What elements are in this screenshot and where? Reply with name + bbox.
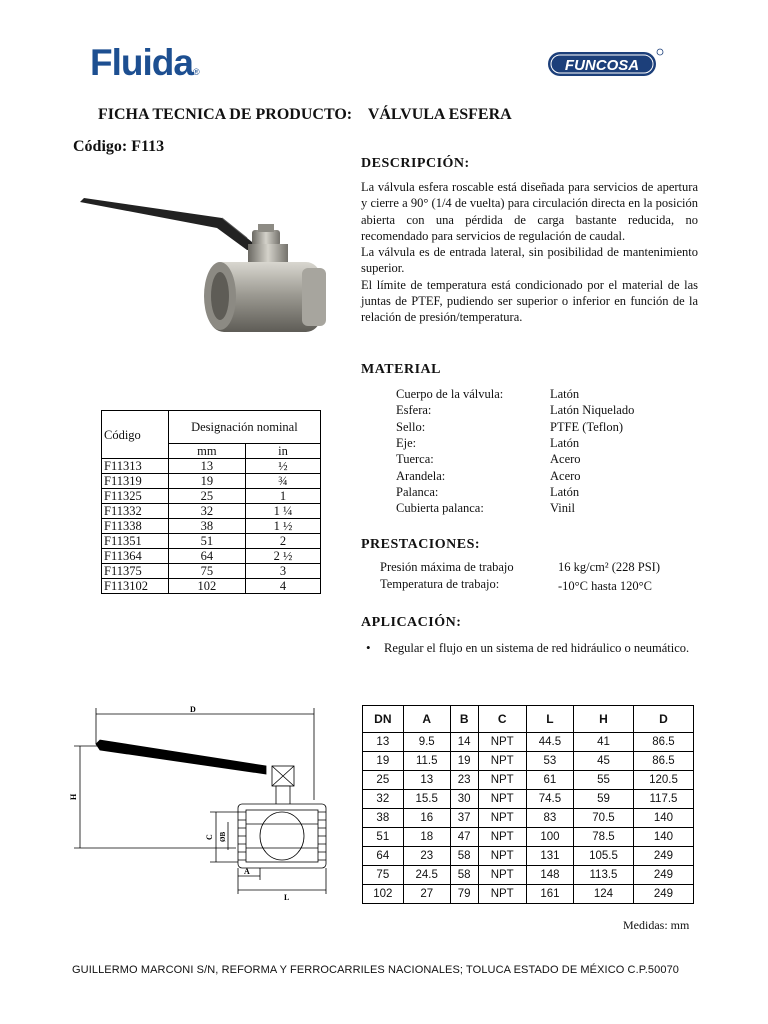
dimensions-cell: 161 xyxy=(526,885,573,904)
dimensions-table-row xyxy=(363,866,694,885)
dimensions-cell: 15.5 xyxy=(403,790,450,809)
dimensions-table-row xyxy=(363,828,694,847)
performance-label: Temperatura de trabajo: xyxy=(380,577,500,591)
dimensions-header-cell: DN xyxy=(363,706,404,733)
codes-cell-in: 1 ½ xyxy=(245,519,320,534)
codes-cell-code: F11313 xyxy=(102,459,169,474)
dimensions-cell: NPT xyxy=(478,733,526,752)
dimensions-cell: 58 xyxy=(450,847,478,866)
codes-table-row xyxy=(102,564,321,579)
codes-table-row xyxy=(102,519,321,534)
dim-label-a: A xyxy=(244,867,250,876)
material-label: Arandela: xyxy=(396,468,446,483)
codes-cell-code: F11325 xyxy=(102,489,169,504)
codes-table-row xyxy=(102,534,321,549)
dimensions-table xyxy=(362,705,694,904)
dimensions-cell: 61 xyxy=(526,771,573,790)
dimensions-cell: 16 xyxy=(403,809,450,828)
dimensions-cell: 59 xyxy=(573,790,633,809)
dimensions-cell: NPT xyxy=(478,866,526,885)
codes-cell-in: ¾ xyxy=(245,474,320,489)
dimensions-cell: 14 xyxy=(450,733,478,752)
dimensions-cell: NPT xyxy=(478,885,526,904)
dimensions-table-row xyxy=(363,809,694,828)
codes-cell-mm: 102 xyxy=(168,579,245,594)
dimensions-table-row xyxy=(363,847,694,866)
document-title: FICHA TECNICA DE PRODUCTO: VÁLVULA ESFERA xyxy=(98,106,512,123)
dimensions-header-cell: A xyxy=(403,706,450,733)
codes-header-designation: Designación nominal xyxy=(168,411,320,444)
dimensions-cell: NPT xyxy=(478,752,526,771)
dimensions-cell: 23 xyxy=(403,847,450,866)
fluida-logo-text: Fluida xyxy=(90,42,193,83)
dimensions-cell: 140 xyxy=(633,809,693,828)
codes-header-in: in xyxy=(245,444,320,459)
dimensions-cell: 19 xyxy=(450,752,478,771)
codes-cell-code: F11375 xyxy=(102,564,169,579)
codes-cell-code: F11338 xyxy=(102,519,169,534)
material-label: Cuerpo de la válvula: xyxy=(396,387,504,401)
dimensions-cell: 249 xyxy=(633,885,693,904)
codes-cell-in: ½ xyxy=(245,459,320,474)
codes-cell-code: F11351 xyxy=(102,534,169,549)
dimensions-header-cell: B xyxy=(450,706,478,733)
dimensions-cell: 249 xyxy=(633,866,693,885)
dimensions-cell: 13 xyxy=(363,733,404,752)
dimensions-cell: 102 xyxy=(363,885,404,904)
material-list xyxy=(396,386,706,526)
codes-cell-code: F113102 xyxy=(102,579,169,594)
performance-value: -10°C hasta 120°C xyxy=(558,579,653,593)
codes-table-row xyxy=(102,579,321,594)
codes-cell-in: 2 xyxy=(245,534,320,549)
material-label: Sello: xyxy=(396,419,426,434)
dimensions-cell: 18 xyxy=(403,828,450,847)
dimensions-cell: 55 xyxy=(573,771,633,790)
material-label: Esfera: xyxy=(396,403,432,418)
dimensions-cell: 124 xyxy=(573,885,633,904)
codes-header-mm: mm xyxy=(168,444,245,459)
dimensions-header-cell: D xyxy=(633,706,693,733)
dimensions-header-row xyxy=(363,706,694,733)
material-value: Acero xyxy=(550,468,581,483)
funcosa-logo-text: FUNCOSA xyxy=(564,57,640,74)
valve-technical-drawing xyxy=(66,700,338,900)
material-value: Latón Niquelado xyxy=(550,403,635,418)
product-code: Código: F113 xyxy=(73,138,165,155)
dimensions-cell: NPT xyxy=(478,771,526,790)
material-value: Acero xyxy=(550,452,581,467)
dimensions-cell: 47 xyxy=(450,828,478,847)
codes-cell-mm: 51 xyxy=(168,534,245,549)
codes-cell-mm: 13 xyxy=(168,459,245,474)
material-label: Cubierta palanca: xyxy=(396,501,484,516)
fluida-logo xyxy=(90,44,200,81)
codes-table-row xyxy=(102,459,321,474)
dimensions-cell: 117.5 xyxy=(633,790,693,809)
codes-cell-mm: 75 xyxy=(168,564,245,579)
dimensions-cell: 27 xyxy=(403,885,450,904)
dimensions-cell: 45 xyxy=(573,752,633,771)
dimensions-cell: 32 xyxy=(363,790,404,809)
description-paragraph: La válvula esfera roscable está diseñada para servicios de apertura y cierre a 90° (1/4 de vuelta) para circulación directa en la posición abierta con una pérdida de carga bastante reducida, no recomendado para servicios de regulación de caudal. xyxy=(361,180,698,243)
dimensions-cell: 13 xyxy=(403,771,450,790)
dimensions-table-row xyxy=(363,771,694,790)
dimensions-cell: 75 xyxy=(363,866,404,885)
codes-cell-code: F11332 xyxy=(102,504,169,519)
material-value: Latón xyxy=(550,387,580,401)
codes-cell-in: 3 xyxy=(245,564,320,579)
dimensions-cell: 249 xyxy=(633,847,693,866)
dimensions-cell: NPT xyxy=(478,828,526,847)
dim-label-c: C xyxy=(205,834,214,840)
dimensions-cell: NPT xyxy=(478,790,526,809)
dimensions-cell: 113.5 xyxy=(573,866,633,885)
dimensions-cell: 74.5 xyxy=(526,790,573,809)
footer-address: GUILLERMO MARCONI S/N, REFORMA Y FERROCARRILES NACIONALES; TOLUCA ESTADO DE MÉXICO C.P.50070 xyxy=(72,964,680,976)
dimensions-header-cell: H xyxy=(573,706,633,733)
dimensions-cell: 19 xyxy=(363,752,404,771)
funcosa-logo xyxy=(546,46,664,82)
dimensions-table-row xyxy=(363,752,694,771)
codes-cell-in: 1 ¼ xyxy=(245,504,320,519)
dimensions-cell: 9.5 xyxy=(403,733,450,752)
codes-table-body xyxy=(102,459,321,594)
dimensions-cell: 79 xyxy=(450,885,478,904)
application-heading: APLICACIÓN: xyxy=(361,615,462,630)
description-text xyxy=(361,179,698,326)
performance-list xyxy=(380,559,710,599)
dimensions-cell: 100 xyxy=(526,828,573,847)
dimensions-cell: 70.5 xyxy=(573,809,633,828)
codes-cell-in: 1 xyxy=(245,489,320,504)
dimensions-cell: 148 xyxy=(526,866,573,885)
dimensions-cell: 23 xyxy=(450,771,478,790)
dimensions-cell: 83 xyxy=(526,809,573,828)
codes-cell-in: 2 ½ xyxy=(245,549,320,564)
dimensions-cell: 140 xyxy=(633,828,693,847)
dim-label-l: L xyxy=(284,893,290,900)
dimensions-header-cell: C xyxy=(478,706,526,733)
performance-label: Presión máxima de trabajo xyxy=(380,560,514,574)
performance-heading: PRESTACIONES: xyxy=(361,537,481,552)
description-heading: DESCRIPCIÓN: xyxy=(361,156,470,171)
dimensions-table-row xyxy=(363,885,694,904)
dimensions-cell: 86.5 xyxy=(633,733,693,752)
dim-label-b: ØB xyxy=(219,831,227,842)
material-value: Vinil xyxy=(550,501,575,516)
codes-table-row xyxy=(102,504,321,519)
codes-cell-mm: 38 xyxy=(168,519,245,534)
dimensions-cell: 30 xyxy=(450,790,478,809)
dimensions-cell: 44.5 xyxy=(526,733,573,752)
dimensions-cell: 105.5 xyxy=(573,847,633,866)
codes-cell-in: 4 xyxy=(245,579,320,594)
dimensions-cell: 24.5 xyxy=(403,866,450,885)
registered-mark: ® xyxy=(192,67,200,77)
dimensions-cell: 86.5 xyxy=(633,752,693,771)
dimensions-cell: 131 xyxy=(526,847,573,866)
dimensions-cell: 78.5 xyxy=(573,828,633,847)
material-label: Eje: xyxy=(396,435,417,450)
dimensions-cell: 53 xyxy=(526,752,573,771)
codes-cell-code: F11319 xyxy=(102,474,169,489)
material-label: Palanca: xyxy=(396,484,439,499)
codes-table-row xyxy=(102,549,321,564)
dimensions-cell: 51 xyxy=(363,828,404,847)
material-value: Latón xyxy=(550,435,580,450)
codes-cell-mm: 19 xyxy=(168,474,245,489)
codes-header-code: Código xyxy=(102,411,169,459)
dimensions-cell: NPT xyxy=(478,809,526,828)
dimensions-cell: 41 xyxy=(573,733,633,752)
codes-cell-mm: 64 xyxy=(168,549,245,564)
codes-cell-mm: 25 xyxy=(168,489,245,504)
application-item: Regular el flujo en un sistema de red hidráulico o neumático. xyxy=(384,641,690,655)
codes-table-row xyxy=(102,489,321,504)
codes-cell-code: F11364 xyxy=(102,549,169,564)
material-heading: MATERIAL xyxy=(361,362,441,377)
dimensions-cell: NPT xyxy=(478,847,526,866)
dimensions-table-row xyxy=(363,790,694,809)
units-note: Medidas: mm xyxy=(623,918,690,932)
dimensions-cell: 120.5 xyxy=(633,771,693,790)
dimensions-cell: 37 xyxy=(450,809,478,828)
dimensions-cell: 64 xyxy=(363,847,404,866)
material-value: PTFE (Teflon) xyxy=(550,419,624,434)
description-paragraph: El límite de temperatura está condicionado por el material de las juntas de PTEF, pudiendo ser superior o inferior en función de la relación de presión/temperatura. xyxy=(361,277,698,325)
material-label: Tuerca: xyxy=(396,452,434,467)
dimensions-table-row xyxy=(363,733,694,752)
codes-table-row xyxy=(102,474,321,489)
dim-label-d: D xyxy=(190,705,196,714)
material-value: Latón xyxy=(550,484,580,499)
codes-table xyxy=(101,410,321,594)
description-paragraph: La válvula es de entrada lateral, sin posibilidad de mantenimiento superior. xyxy=(361,245,698,276)
dimensions-cell: 25 xyxy=(363,771,404,790)
dimensions-cell: 38 xyxy=(363,809,404,828)
dimensions-cell: 11.5 xyxy=(403,752,450,771)
dim-label-h: H xyxy=(69,793,78,800)
codes-cell-mm: 32 xyxy=(168,504,245,519)
bullet-point: • xyxy=(366,640,371,655)
performance-value: 16 kg/cm² (228 PSI) xyxy=(558,560,661,574)
dimensions-header-cell: L xyxy=(526,706,573,733)
dimensions-cell: 58 xyxy=(450,866,478,885)
valve-photo xyxy=(72,184,352,354)
